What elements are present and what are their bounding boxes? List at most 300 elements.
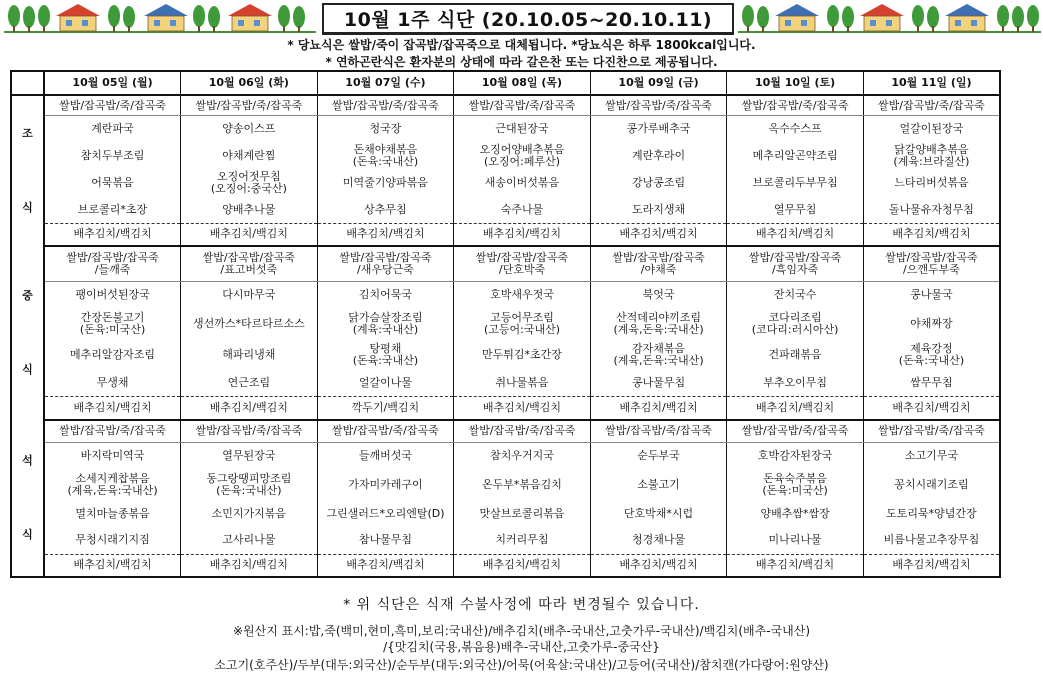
day-header: 10월 06일 (화) <box>181 71 318 95</box>
dish-name: 코다리조림 <box>768 310 822 324</box>
menu-cell <box>181 527 318 554</box>
village-decoration-left-icon <box>4 0 316 34</box>
origin-label-line-3: 소고기(호주산)/두부(대두:외국산)/순두부(대두:외국산)/어묵(어육살:국내산)/고등어(국내산)/참치캔(가다랑어:원양산) <box>214 658 829 672</box>
menu-cell <box>727 397 864 420</box>
dish-name: 고사리나물 <box>222 533 276 547</box>
menu-cell <box>317 442 454 469</box>
menu-cell <box>727 281 864 308</box>
meal-label-bottom: 식 <box>22 200 33 214</box>
dish-name: 콩나물국 <box>910 287 953 301</box>
dish-name: 도라지생채 <box>631 202 686 216</box>
menu-cell <box>863 500 1000 527</box>
dish-name: 쌀밥/잡곡밥/잡곡죽 <box>202 250 296 264</box>
dish-name: 콩나물무침 <box>631 376 686 390</box>
menu-cell <box>863 281 1000 308</box>
dish-origin: /들깨죽 <box>94 262 131 276</box>
menu-cell <box>44 223 181 246</box>
dish-name: 멸치마늘종볶음 <box>75 506 150 520</box>
dish-name: 배추김치/백김치 <box>619 558 698 572</box>
dish-name: 미나리나물 <box>768 533 822 547</box>
dish-name: 브로콜리두부무침 <box>752 175 838 189</box>
dish-name: 북엇국 <box>642 287 675 301</box>
menu-cell <box>454 143 591 170</box>
menu-cell <box>863 196 1000 223</box>
menu-cell <box>181 500 318 527</box>
village-decoration-right-icon <box>738 0 1041 34</box>
day-header: 10월 10일 (토) <box>727 71 864 95</box>
menu-cell <box>317 527 454 554</box>
day-header: 10월 08일 (목) <box>454 71 591 95</box>
menu-cell <box>590 223 727 246</box>
dish-name: 미역줄기양파볶음 <box>342 175 428 189</box>
menu-cell <box>727 554 864 577</box>
menu-cell <box>317 95 454 116</box>
menu-cell <box>863 169 1000 196</box>
dish-name: 닭가슴살장조림 <box>348 310 423 324</box>
notice-dysphagia: * 연하곤란식은 환자분의 상태에 따라 갈은찬 또는 다진찬으로 제공됩니다. <box>325 55 718 69</box>
dish-name: 참나물무침 <box>358 533 412 547</box>
menu-cell <box>44 116 181 143</box>
menu-cell <box>454 527 591 554</box>
origin-label-line-1: ※원산지 표시:밥,죽(백미,현미,흑미,보리:국내산)/배추김치(배추-국내산,고춧가루-국내산)/백김치(배추-국내산) <box>232 624 811 638</box>
header <box>0 0 1043 36</box>
dish-name: 소불고기 <box>637 477 680 491</box>
menu-row <box>11 500 1000 527</box>
dish-name: 느타리버섯볶음 <box>894 175 969 189</box>
dish-origin: (고등어:국내산) <box>483 322 560 336</box>
menu-cell <box>44 281 181 308</box>
dish-name: 어묵볶음 <box>91 175 134 189</box>
menu-row <box>11 169 1000 196</box>
menu-cell <box>727 420 864 443</box>
menu-cell <box>727 95 864 116</box>
dish-name: 야채짜장 <box>910 316 953 330</box>
menu-cell <box>317 308 454 339</box>
dish-origin: (돈육:미국산) <box>762 483 828 497</box>
menu-cell <box>863 420 1000 443</box>
menu-row <box>11 442 1000 469</box>
meal-label-bottom: 식 <box>22 527 33 541</box>
menu-cell <box>727 500 864 527</box>
menu-cell <box>181 370 318 397</box>
menu-cell <box>181 469 318 500</box>
dish-name: 배추김치/백김치 <box>209 227 288 241</box>
dish-origin: /새우당근죽 <box>356 262 414 276</box>
dish-name: 열무무침 <box>773 202 817 216</box>
dish-name: 배추김치/백김치 <box>756 558 835 572</box>
menu-cell <box>317 281 454 308</box>
dish-name: 쌀밥/잡곡밥/죽/잡곡죽 <box>195 98 303 112</box>
menu-cell <box>727 469 864 500</box>
menu-cell <box>863 370 1000 397</box>
day-header: 10월 05일 (월) <box>44 71 181 95</box>
meal-label <box>11 95 44 246</box>
dish-name: 배추김치/백김치 <box>346 558 425 572</box>
menu-cell <box>590 527 727 554</box>
menu-cell <box>181 339 318 370</box>
menu-cell <box>44 420 181 443</box>
menu-cell <box>590 469 727 500</box>
menu-cell <box>317 500 454 527</box>
dish-name: 소고기무국 <box>904 449 958 463</box>
menu-cell <box>317 169 454 196</box>
dish-name: 건파래볶음 <box>768 347 822 361</box>
menu-cell <box>44 442 181 469</box>
dish-name: 얼갈이된장국 <box>899 122 964 136</box>
dish-origin: (계육:국내산) <box>352 322 419 336</box>
dish-name: 쌀밥/잡곡밥/죽/잡곡죽 <box>332 424 439 438</box>
menu-cell <box>317 370 454 397</box>
menu-cell <box>590 169 727 196</box>
menu-cell <box>454 308 591 339</box>
menu-cell <box>454 554 591 577</box>
menu-row <box>11 527 1000 554</box>
menu-cell <box>44 339 181 370</box>
menu-cell <box>44 527 181 554</box>
menu-cell <box>181 116 318 143</box>
dish-name: 단호박채*시럽 <box>623 506 694 520</box>
dish-name: 쌀밥/잡곡밥/죽/잡곡죽 <box>59 424 166 438</box>
menu-cell <box>454 339 591 370</box>
meal-label <box>11 420 44 577</box>
dish-name: 호박감자된장국 <box>757 449 833 463</box>
menu-row <box>11 196 1000 223</box>
menu-cell <box>727 442 864 469</box>
menu-cell <box>317 116 454 143</box>
menu-cell <box>317 143 454 170</box>
dish-name: 돈육숙주볶음 <box>763 471 827 485</box>
day-header-row <box>11 71 1000 95</box>
dish-name: 순두부국 <box>637 449 680 463</box>
menu-cell <box>863 143 1000 170</box>
dish-name: 상추무침 <box>364 202 407 216</box>
dish-name: 배추김치/백김치 <box>209 558 288 572</box>
menu-cell <box>181 420 318 443</box>
menu-cell <box>590 397 727 420</box>
dish-name: 배추김치/백김치 <box>619 401 698 415</box>
menu-row <box>11 143 1000 170</box>
day-header: 10월 07일 (수) <box>317 71 454 95</box>
menu-cell <box>454 196 591 223</box>
dish-name: 간장돈불고기 <box>80 310 145 324</box>
menu-cell <box>317 420 454 443</box>
dish-name: 소민지가지볶음 <box>211 506 287 520</box>
dish-name: 오징어양배추볶음 <box>479 143 565 156</box>
dish-name: 쌀밥/잡곡밥/죽/잡곡죽 <box>878 424 985 438</box>
menu-cell <box>727 196 864 223</box>
day-header: 10월 09일 (금) <box>590 71 727 95</box>
menu-cell <box>44 397 181 420</box>
meal-label-bottom: 식 <box>22 362 33 376</box>
menu-cell <box>863 223 1000 246</box>
dish-name: 배추김치/백김치 <box>482 227 562 241</box>
menu-cell <box>727 527 864 554</box>
dish-origin: (계육,돈육:국내산) <box>613 322 704 336</box>
dish-name: 청경채나물 <box>631 533 686 547</box>
menu-cell <box>454 281 591 308</box>
notice-diabetic: * 당뇨식은 쌀밥/죽이 잡곡밥/잡곡죽으로 대체됩니다. *당뇨식은 하루 1800kcal입니다. <box>287 38 756 52</box>
menu-cell <box>590 308 727 339</box>
menu-cell <box>727 246 864 281</box>
menu-cell <box>44 308 181 339</box>
menu-cell <box>44 500 181 527</box>
dish-name: 감자채볶음 <box>631 341 686 355</box>
dish-origin: (계육:브라질산) <box>893 155 970 168</box>
dish-name: 양배추쌈*쌈장 <box>760 506 830 520</box>
dish-name: 산적데리야끼조림 <box>616 310 702 324</box>
dish-name: 연근조림 <box>227 376 271 390</box>
meal-label-top: 조 <box>22 126 33 140</box>
menu-row <box>11 397 1000 420</box>
dish-origin: /야채죽 <box>640 262 677 276</box>
dish-origin: (돈육:국내산) <box>352 155 419 168</box>
dish-name: 콩가루배추국 <box>626 122 691 136</box>
dish-origin: /단호박죽 <box>498 262 546 276</box>
menu-row <box>11 469 1000 500</box>
menu-cell <box>181 196 318 223</box>
menu-cell <box>590 143 727 170</box>
menu-cell <box>590 339 727 370</box>
menu-cell <box>317 469 454 500</box>
meal-label <box>11 246 44 420</box>
dish-name: 배추김치/백김치 <box>346 227 425 241</box>
corner-cell <box>11 71 44 95</box>
dish-name: 쌀밥/잡곡밥/죽/잡곡죽 <box>195 424 303 438</box>
dish-name: 돌나물유자청무침 <box>888 202 974 216</box>
dish-name: 비름나물고추장무침 <box>883 533 980 547</box>
dish-name: 근대된장국 <box>495 122 549 136</box>
dish-name: 온두부*볶음김치 <box>482 477 562 491</box>
menu-cell <box>454 246 591 281</box>
menu-cell <box>317 196 454 223</box>
dish-origin: (계육,돈육:국내산) <box>613 353 704 367</box>
dish-name: 호박새우젓국 <box>490 287 554 301</box>
menu-row <box>11 308 1000 339</box>
menu-cell <box>863 246 1000 281</box>
dish-name: 배추김치/백김치 <box>619 227 698 241</box>
menu-cell <box>44 554 181 577</box>
dish-name: 배추김치/백김치 <box>756 401 835 415</box>
dish-name: 팽이버섯된장국 <box>75 287 150 301</box>
dish-name: 그린샐러드*오리엔탈(D) <box>326 506 445 520</box>
dish-name: 얼갈이나물 <box>358 376 412 390</box>
dish-name: 무청시래기지짐 <box>75 533 150 547</box>
dish-name: 탕평채 <box>369 341 402 355</box>
dish-name: 부추오이무침 <box>763 376 827 390</box>
dish-name: 배추김치/백김치 <box>482 558 562 572</box>
dish-name: 김치어묵국 <box>358 287 412 301</box>
dish-name: 양송이스프 <box>222 122 276 136</box>
menu-cell <box>863 339 1000 370</box>
menu-cell <box>590 246 727 281</box>
menu-cell <box>863 397 1000 420</box>
dish-name: 무생채 <box>96 376 129 390</box>
menu-cell <box>863 469 1000 500</box>
dish-origin: (돈육:국내산) <box>216 483 282 497</box>
dish-name: 쌀밥/잡곡밥/잡곡죽 <box>339 250 432 264</box>
dish-name: 오징어젓무침 <box>216 169 281 183</box>
menu-cell <box>590 95 727 116</box>
menu-cell <box>454 370 591 397</box>
dish-name: 제육강정 <box>910 341 953 355</box>
dish-name: 배추김치/백김치 <box>73 227 152 241</box>
menu-cell <box>590 196 727 223</box>
dish-name: 배추김치/백김치 <box>892 227 971 241</box>
menu-cell <box>181 143 318 170</box>
menu-cell <box>727 169 864 196</box>
dish-name: 치커리무침 <box>495 533 549 547</box>
dish-name: 들깨버섯국 <box>358 449 412 463</box>
menu-cell <box>863 95 1000 116</box>
origin-label-line-2: /{맛김치(국용,볶음용)배추-국내산,고춧가루-중국산} <box>383 640 660 654</box>
dish-name: 양배추나물 <box>222 202 276 216</box>
dish-name: 배추김치/백김치 <box>73 558 152 572</box>
dish-name: 생선까스*타르타르소스 <box>192 316 305 330</box>
dish-name: 취나물볶음 <box>495 376 549 390</box>
dish-name: 메추리알곤약조림 <box>752 149 838 162</box>
dish-name: 배추김치/백김치 <box>482 401 562 415</box>
dish-name: 쌀밥/잡곡밥/죽/잡곡죽 <box>605 424 712 438</box>
dish-origin: (계육,돈육:국내산) <box>67 483 158 497</box>
dish-name: 배추김치/백김치 <box>209 401 288 415</box>
menu-cell <box>44 246 181 281</box>
menu-cell <box>590 500 727 527</box>
dish-name: 쌀밥/잡곡밥/죽/잡곡죽 <box>741 424 849 438</box>
dish-name: 옥수수스프 <box>768 122 822 136</box>
menu-cell <box>590 442 727 469</box>
meal-label-top: 석 <box>22 453 33 467</box>
dish-name: 쌀밥/잡곡밥/죽/잡곡죽 <box>878 98 985 112</box>
dish-name: 브로콜리*초장 <box>77 202 148 216</box>
dish-name: 닭갈양배추볶음 <box>894 143 969 156</box>
dish-name: 청국장 <box>369 122 402 136</box>
menu-cell <box>454 469 591 500</box>
menu-cell <box>181 95 318 116</box>
menu-cell <box>727 116 864 143</box>
menu-cell <box>181 554 318 577</box>
menu-cell <box>181 308 318 339</box>
menu-row <box>11 370 1000 397</box>
dish-name: 바지락미역국 <box>80 449 145 463</box>
menu-cell <box>317 339 454 370</box>
menu-cell <box>590 420 727 443</box>
dish-name: 배추김치/백김치 <box>892 401 971 415</box>
dish-name: 잔치국수 <box>773 287 817 301</box>
menu-cell <box>181 169 318 196</box>
dish-name: 참치두부조림 <box>80 149 145 162</box>
dish-name: 야채계란찜 <box>222 149 276 162</box>
dish-origin: (오징어:페루산) <box>483 155 560 168</box>
dish-name: 쌀밥/잡곡밥/죽/잡곡죽 <box>468 98 576 112</box>
menu-cell <box>590 370 727 397</box>
dish-name: 계란후라이 <box>631 149 686 162</box>
dish-name: 열무된장국 <box>222 449 276 463</box>
menu-cell <box>863 116 1000 143</box>
menu-cell <box>454 169 591 196</box>
dish-origin: (돈육:국내산) <box>898 353 965 367</box>
menu-row <box>11 95 1000 116</box>
dish-name: 쌀밥/잡곡밥/잡곡죽 <box>66 250 159 264</box>
menu-cell <box>317 246 454 281</box>
day-header: 10월 11일 (일) <box>863 71 1000 95</box>
dish-origin: (돈육:국내산) <box>352 353 419 367</box>
menu-cell <box>181 223 318 246</box>
dish-origin: /흑임자죽 <box>771 262 819 276</box>
dish-name: 쌀밥/잡곡밥/죽/잡곡죽 <box>332 98 439 112</box>
weekly-menu-table <box>10 70 1001 578</box>
menu-cell <box>454 500 591 527</box>
dish-name: 배추김치/백김치 <box>73 401 152 415</box>
dish-name: 꽁치시래기조림 <box>894 477 969 491</box>
menu-cell <box>454 397 591 420</box>
menu-cell <box>181 281 318 308</box>
dish-name: 쌈무무침 <box>910 376 953 390</box>
menu-cell <box>863 554 1000 577</box>
dish-name: 쌀밥/잡곡밥/죽/잡곡죽 <box>59 98 166 112</box>
menu-cell <box>454 95 591 116</box>
menu-row <box>11 281 1000 308</box>
dish-name: 다시마무국 <box>222 287 276 301</box>
menu-cell <box>590 116 727 143</box>
menu-cell <box>181 397 318 420</box>
dish-name: 배추김치/백김치 <box>756 227 835 241</box>
menu-cell <box>727 143 864 170</box>
dish-name: 강낭콩조림 <box>631 175 686 189</box>
menu-cell <box>590 554 727 577</box>
dish-name: 참치우거지국 <box>490 449 554 463</box>
dish-name: 새송이버섯볶음 <box>484 175 560 189</box>
dish-name: 쌀밥/잡곡밥/잡곡죽 <box>885 250 978 264</box>
menu-row <box>11 223 1000 246</box>
change-notice: * 위 식단은 식재 수불사정에 따라 변경될수 있습니다. <box>343 597 700 613</box>
menu-cell <box>181 442 318 469</box>
menu-cell <box>863 527 1000 554</box>
menu-cell <box>727 223 864 246</box>
menu-row <box>11 554 1000 577</box>
menu-cell <box>454 442 591 469</box>
dish-origin: (돈육:미국산) <box>79 322 146 336</box>
dish-name: 쌀밥/잡곡밥/죽/잡곡죽 <box>605 98 712 112</box>
dish-name: 배추김치/백김치 <box>892 558 971 572</box>
menu-cell <box>44 469 181 500</box>
menu-body <box>11 95 1000 577</box>
dish-name: 맛살브로콜리볶음 <box>479 506 565 520</box>
menu-row <box>11 339 1000 370</box>
menu-cell <box>44 143 181 170</box>
menu-cell <box>454 420 591 443</box>
menu-cell <box>454 223 591 246</box>
menu-cell <box>44 169 181 196</box>
dish-origin: /으깬두부죽 <box>903 262 960 276</box>
menu-row <box>11 420 1000 443</box>
menu-cell <box>44 95 181 116</box>
menu-cell <box>317 223 454 246</box>
dish-name: 해파리냉채 <box>222 347 276 361</box>
dish-name: 계란파국 <box>91 122 134 136</box>
menu-cell <box>44 370 181 397</box>
dish-name: 도토리묵*양념간장 <box>886 506 977 520</box>
menu-cell <box>727 370 864 397</box>
menu-cell <box>317 397 454 420</box>
menu-cell <box>727 339 864 370</box>
meal-label-top: 중 <box>22 288 33 302</box>
dish-name: 메추리알감자조림 <box>70 347 156 361</box>
menu-cell <box>590 281 727 308</box>
menu-cell <box>181 246 318 281</box>
dish-origin: (코다리:러시아산) <box>751 322 839 336</box>
dish-origin: /표고버섯죽 <box>220 262 278 276</box>
dish-name: 돈채야채볶음 <box>353 143 418 156</box>
